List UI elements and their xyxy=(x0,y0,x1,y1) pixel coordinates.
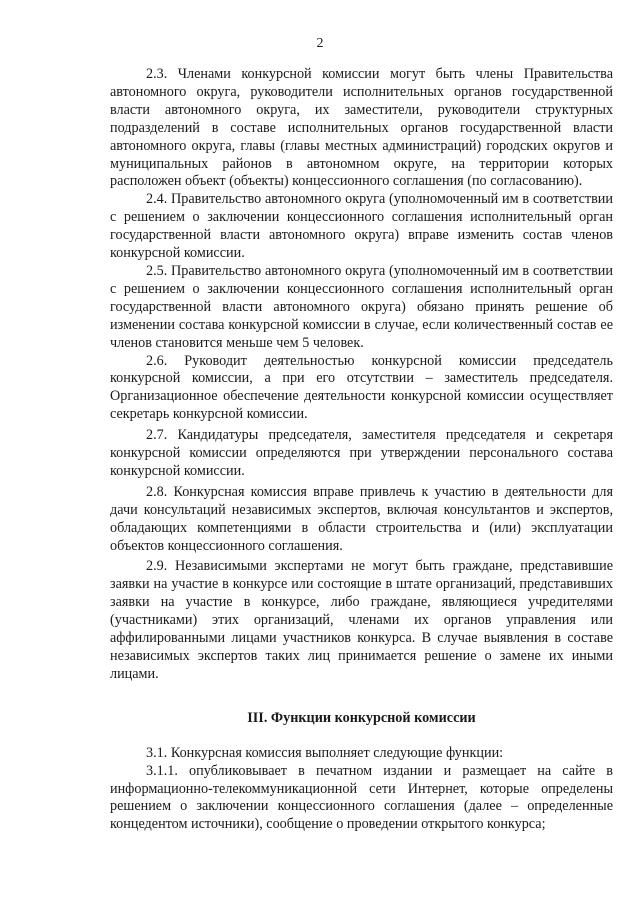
page-number: 2 xyxy=(316,36,324,51)
document-body xyxy=(110,66,613,834)
paragraph-2-9: 2.9. Независимыми экспертами не могут быть граждане, представившие заявки на участие в конкурсе или состоящие в штате организаций, представивших заявки на участие в конкурсе, либо граждане, являющиеся учредителями (участниками) этих организаций, членами их органов управления или аффилированными лицами участников конкурса. В случае выявления в составе независимых экспертов таких лиц принимается решение о замене их иными лицами. xyxy=(110,558,613,682)
paragraph-3-1-1: 3.1.1. опубликовывает в печатном издании и размещает на сайте в информационно-телекоммуникационной сети Интернет, которые определены решением о заключении концессионного соглашения (далее – определенные концедентом источники), сообщение о проведении открытого конкурса; xyxy=(110,762,613,833)
paragraph-2-5: 2.5. Правительство автономного округа (уполномоченный им в соответствии с решением о заключении концессионного соглашения исполнительный орган государственной власти автономного округа) обязано принять решение об изменении состава конкурсной комиссии в случае, если количественный состав ее членов становится меньше чем 5 человек. xyxy=(110,262,613,351)
paragraph-2-3: 2.3. Членами конкурсной комиссии могут быть члены Правительства автономного округа, руководители исполнительных органов государственной власти автономного округа, их заместители, руководители структурных подразделений в составе исполнительных органов государственной власти автономного округа, главы (главы местных администраций) городских округов и муниципальных районов в автономном округе, на территории которых расположен объект (объекты) концессионного соглашения (по согласованию). xyxy=(110,66,613,190)
paragraph-2-7: 2.7. Кандидатуры председателя, заместителя председателя и секретаря конкурсной комиссии определяются при утверждении персонального состава конкурсной комиссии. xyxy=(110,427,613,479)
paragraph-2-4: 2.4. Правительство автономного округа (уполномоченный им в соответствии с решением о заключении концессионного соглашения исполнительный орган государственной власти автономного округа) вправе изменить состав членов конкурсной комиссии. xyxy=(110,191,613,262)
paragraph-2-6: 2.6. Руководит деятельностью конкурсной комиссии председатель конкурсной комиссии, а при его отсутствии – заместитель председателя. Организационное обеспечение деятельности конкурсной комиссии осуществляет секретарь конкурсной комиссии. xyxy=(110,352,613,423)
paragraph-3-1: 3.1. Конкурсная комиссия выполняет следующие функции: xyxy=(146,744,504,761)
paragraph-2-8: 2.8. Конкурсная комиссия вправе привлечь к участию в деятельности для дачи консультаций независимых экспертов, включая консультантов и экспертов, обладающих компетенциями в области строительства и (или) эксплуатации объектов концессионного соглашения. xyxy=(110,483,613,554)
section-heading: III. Функции конкурсной комиссии xyxy=(247,709,476,726)
